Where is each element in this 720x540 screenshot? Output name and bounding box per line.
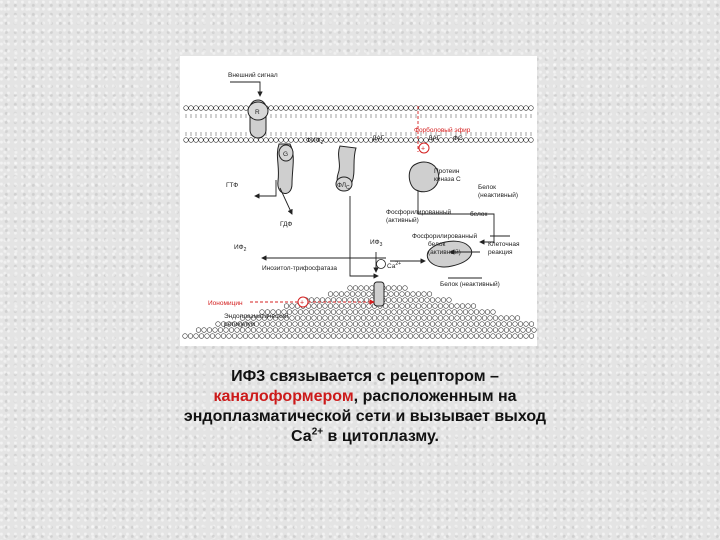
label-protein-kinase-2: киназа С	[434, 176, 461, 183]
label-fs: ФС	[453, 135, 463, 142]
label-dag-right: ДАГ	[428, 135, 441, 142]
label-gdf: ГДФ	[280, 221, 293, 228]
svg-text:+: +	[421, 145, 426, 153]
label-protein-inactive-1: Белок	[478, 184, 496, 191]
caption-line-3: эндоплазматической сети и вызывает выход	[183, 408, 547, 425]
label-phorbol-ester: Форболовый эфир	[414, 127, 471, 134]
ca-minus-icon	[377, 260, 386, 269]
receptor-r	[248, 100, 268, 138]
label-if3: $ИФ_3$	[370, 239, 383, 248]
label-protein-inactive-2: (неактивный)	[478, 192, 519, 199]
label-er-1: Эндоплазматический	[224, 313, 289, 320]
label-cell-reaction-2: реакция	[488, 249, 513, 256]
label-phosphorylated-top-1: Фосфорилированный	[386, 209, 452, 216]
caption-line-2-rest: , расположенным на	[353, 388, 517, 405]
label-fifs2: $ФИФ_2$	[306, 137, 324, 146]
caption-line-4: $Са^{2+}$ в цитоплазму.	[291, 426, 439, 445]
caption-line-2	[130, 387, 600, 407]
channel-receptor	[374, 282, 384, 306]
g-protein-label: G	[283, 151, 289, 158]
label-cell-reaction-1: Клеточная	[488, 241, 520, 248]
label-phosphorylated-mid-3: (активный)	[428, 249, 461, 256]
label-protein-kinase-1: Протеин	[434, 168, 460, 175]
label-dag-center: ДАГ	[372, 135, 385, 142]
label-external-signal: Внешний сигнал	[228, 72, 278, 79]
label-gtf: ГТФ	[226, 182, 239, 189]
phospholipase-c	[336, 146, 356, 191]
endoplasmic-reticulum-dome	[183, 286, 537, 339]
label-belok-top: белок	[470, 211, 488, 218]
ionomycin-path	[250, 106, 418, 302]
svg-text:+: +	[300, 299, 305, 307]
plc-label: $ФЛ_С$	[337, 182, 350, 191]
caption-line-1: ИФ3 связывается с рецептором –	[231, 368, 499, 385]
caption-highlight: каналоформером	[213, 388, 354, 405]
cell-membrane	[184, 106, 534, 143]
label-phosphorylated-mid-2: белок	[428, 241, 446, 248]
label-ionomycin: Иономицин	[208, 300, 243, 307]
label-protein-inactive-bottom: Белок (неактивный)	[440, 281, 500, 288]
label-er-2: ретикулум	[224, 321, 256, 328]
caption	[130, 367, 600, 447]
g-protein	[277, 144, 293, 193]
label-ca: $Ca^{2+}$	[387, 261, 402, 270]
label-if2: $ИФ_2$	[234, 244, 247, 253]
pathway-diagram	[180, 56, 537, 346]
receptor-r-label: R	[255, 109, 260, 116]
label-phosphorylated-mid-1: Фосфорилированный	[412, 233, 478, 240]
label-inositol-triphosphatase: Инозитол-трифосфатаза	[262, 265, 338, 272]
label-phosphorylated-top-2: (активный)	[386, 217, 419, 224]
signal-pathway-figure	[180, 56, 537, 346]
